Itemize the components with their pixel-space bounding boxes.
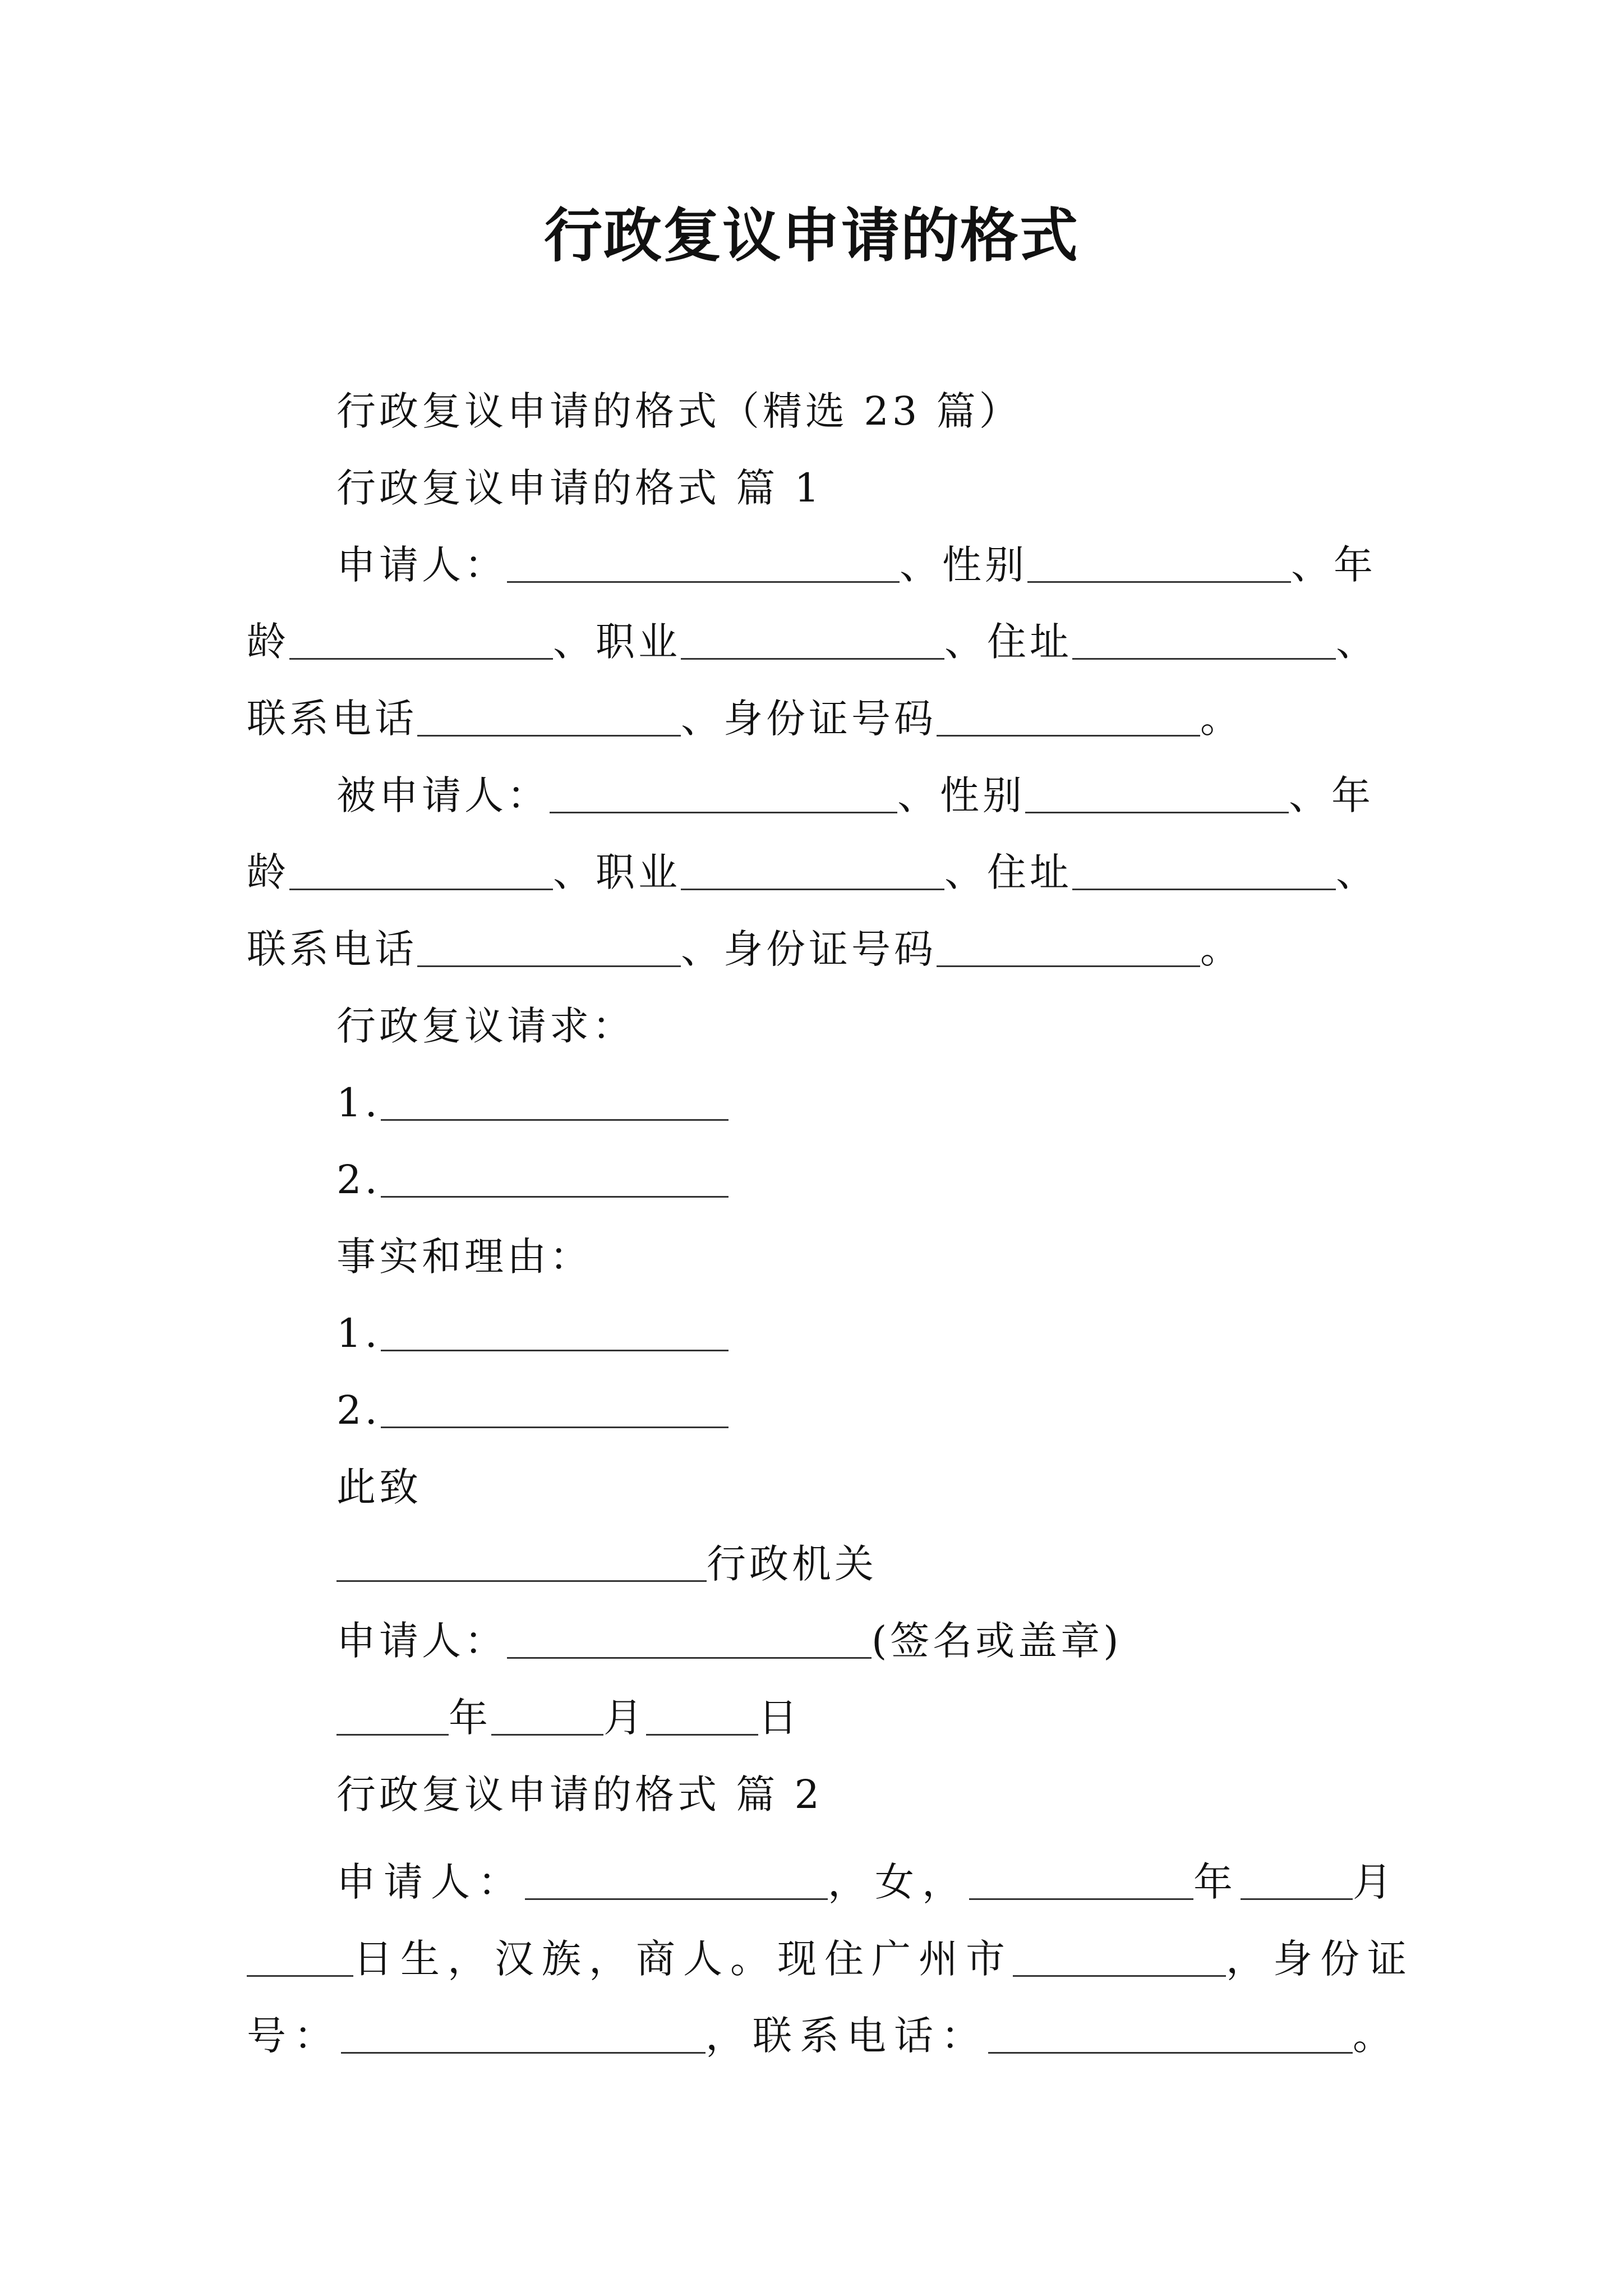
id-blank[interactable] <box>937 926 1200 967</box>
name-blank[interactable] <box>550 772 897 813</box>
gender-blank[interactable] <box>1027 542 1291 583</box>
job-label: 、职业 <box>553 619 681 665</box>
s2-year-label: 年 <box>1193 1859 1241 1905</box>
day-blank[interactable] <box>646 1695 758 1736</box>
address-blank[interactable] <box>1072 619 1336 660</box>
s2-year-blank[interactable] <box>969 1859 1193 1900</box>
respondent-line-3 <box>247 918 1380 980</box>
item-number: 1. <box>336 1310 381 1356</box>
subtitle: 行政复议申请的格式（精选 23 篇） <box>336 388 1022 434</box>
agency-label: 行政机关 <box>707 1541 877 1587</box>
item-number: 1. <box>336 1080 381 1126</box>
ci-zhi: 此致 <box>336 1464 422 1510</box>
separator: 、 <box>1336 619 1378 665</box>
separator: 、 <box>1336 849 1378 895</box>
applicant-line-3 <box>247 688 1380 749</box>
address-blank[interactable] <box>1072 849 1336 890</box>
facts-item-1-blank[interactable] <box>381 1310 728 1351</box>
signature-label: 申请人： <box>336 1618 507 1664</box>
facts-item-1 <box>336 1303 1469 1364</box>
s2-month-label: 月 <box>1353 1859 1400 1905</box>
age-blank[interactable] <box>289 619 553 660</box>
facts-item-2 <box>336 1379 1469 1441</box>
s2-line-1 <box>336 1851 1469 1913</box>
s2-birth-text: 日生，汉族，商人。现住广州市 <box>353 1936 1013 1982</box>
phone-blank[interactable] <box>417 696 681 737</box>
applicant-line-1 <box>336 534 1469 596</box>
gender-label: 、性别 <box>900 542 1027 588</box>
s2-day-blank[interactable] <box>247 1936 353 1977</box>
address-label: 、住址 <box>944 619 1072 665</box>
year-blank[interactable] <box>336 1695 449 1736</box>
age-blank[interactable] <box>289 849 553 890</box>
request-item-2-blank[interactable] <box>381 1157 728 1198</box>
s2-id-label-cont: 号： <box>247 2013 341 2059</box>
s2-phone-blank[interactable] <box>988 2013 1353 2054</box>
agency-line <box>336 1533 1469 1595</box>
date-line <box>336 1687 1469 1749</box>
period: 。 <box>1200 926 1243 972</box>
item-number: 2. <box>336 1387 381 1433</box>
respondent-line-2 <box>247 841 1380 903</box>
agency-blank[interactable] <box>336 1541 707 1582</box>
job-blank[interactable] <box>681 849 944 890</box>
document-title: 行政复议申请的格式 <box>543 201 1079 270</box>
gender-label: 、性别 <box>897 772 1025 818</box>
facts-item-2-blank[interactable] <box>381 1387 728 1428</box>
age-label: 、年 <box>1291 542 1376 588</box>
s2-month-blank[interactable] <box>1241 1859 1353 1900</box>
s2-line-3 <box>247 2005 1400 2067</box>
request-label: 行政复议请求： <box>336 1003 635 1049</box>
id-blank[interactable] <box>937 696 1200 737</box>
s2-phone-label: ，联系电话： <box>706 2013 988 2059</box>
s2-id-blank[interactable] <box>341 2013 706 2054</box>
s2-address-blank[interactable] <box>1013 1936 1226 1977</box>
month-blank[interactable] <box>491 1695 603 1736</box>
respondent-line-1 <box>336 765 1469 826</box>
item-number: 2. <box>336 1157 381 1203</box>
applicant-label: 申请人： <box>336 542 507 588</box>
age-label: 、年 <box>1289 772 1374 818</box>
day-label: 日 <box>758 1695 801 1741</box>
age-label-cont: 龄 <box>247 619 289 665</box>
signature-note: (签名或盖章) <box>872 1618 1122 1664</box>
phone-blank[interactable] <box>417 926 681 967</box>
facts-label: 事实和理由： <box>336 1234 592 1280</box>
job-label: 、职业 <box>553 849 681 895</box>
month-label: 月 <box>603 1695 646 1741</box>
s2-applicant-label: 申请人： <box>336 1859 525 1905</box>
period: 。 <box>1200 696 1243 742</box>
address-label: 、住址 <box>944 849 1072 895</box>
section-heading-1: 行政复议申请的格式 篇 1 <box>336 465 823 511</box>
phone-label: 联系电话 <box>247 926 417 972</box>
s2-name-blank[interactable] <box>525 1859 828 1900</box>
id-label: 、身份证号码 <box>681 696 937 742</box>
job-blank[interactable] <box>681 619 944 660</box>
year-label: 年 <box>449 1695 491 1741</box>
signature-line <box>336 1610 1469 1672</box>
request-item-1-blank[interactable] <box>381 1080 728 1121</box>
section-heading-2: 行政复议申请的格式 篇 2 <box>336 1772 823 1818</box>
age-label-cont: 龄 <box>247 849 289 895</box>
signature-blank[interactable] <box>507 1618 872 1659</box>
s2-period: 。 <box>1353 2013 1400 2059</box>
s2-id-label: ，身份证 <box>1226 1936 1414 1982</box>
s2-line-2 <box>247 1928 1414 1990</box>
s2-gender: ，女， <box>828 1859 969 1905</box>
request-item-2 <box>336 1149 1469 1211</box>
gender-blank[interactable] <box>1025 772 1289 813</box>
respondent-label: 被申请人： <box>336 772 550 818</box>
name-blank[interactable] <box>507 542 900 583</box>
phone-label: 联系电话 <box>247 696 417 742</box>
request-item-1 <box>336 1072 1469 1134</box>
id-label: 、身份证号码 <box>681 926 937 972</box>
applicant-line-2 <box>247 611 1380 673</box>
